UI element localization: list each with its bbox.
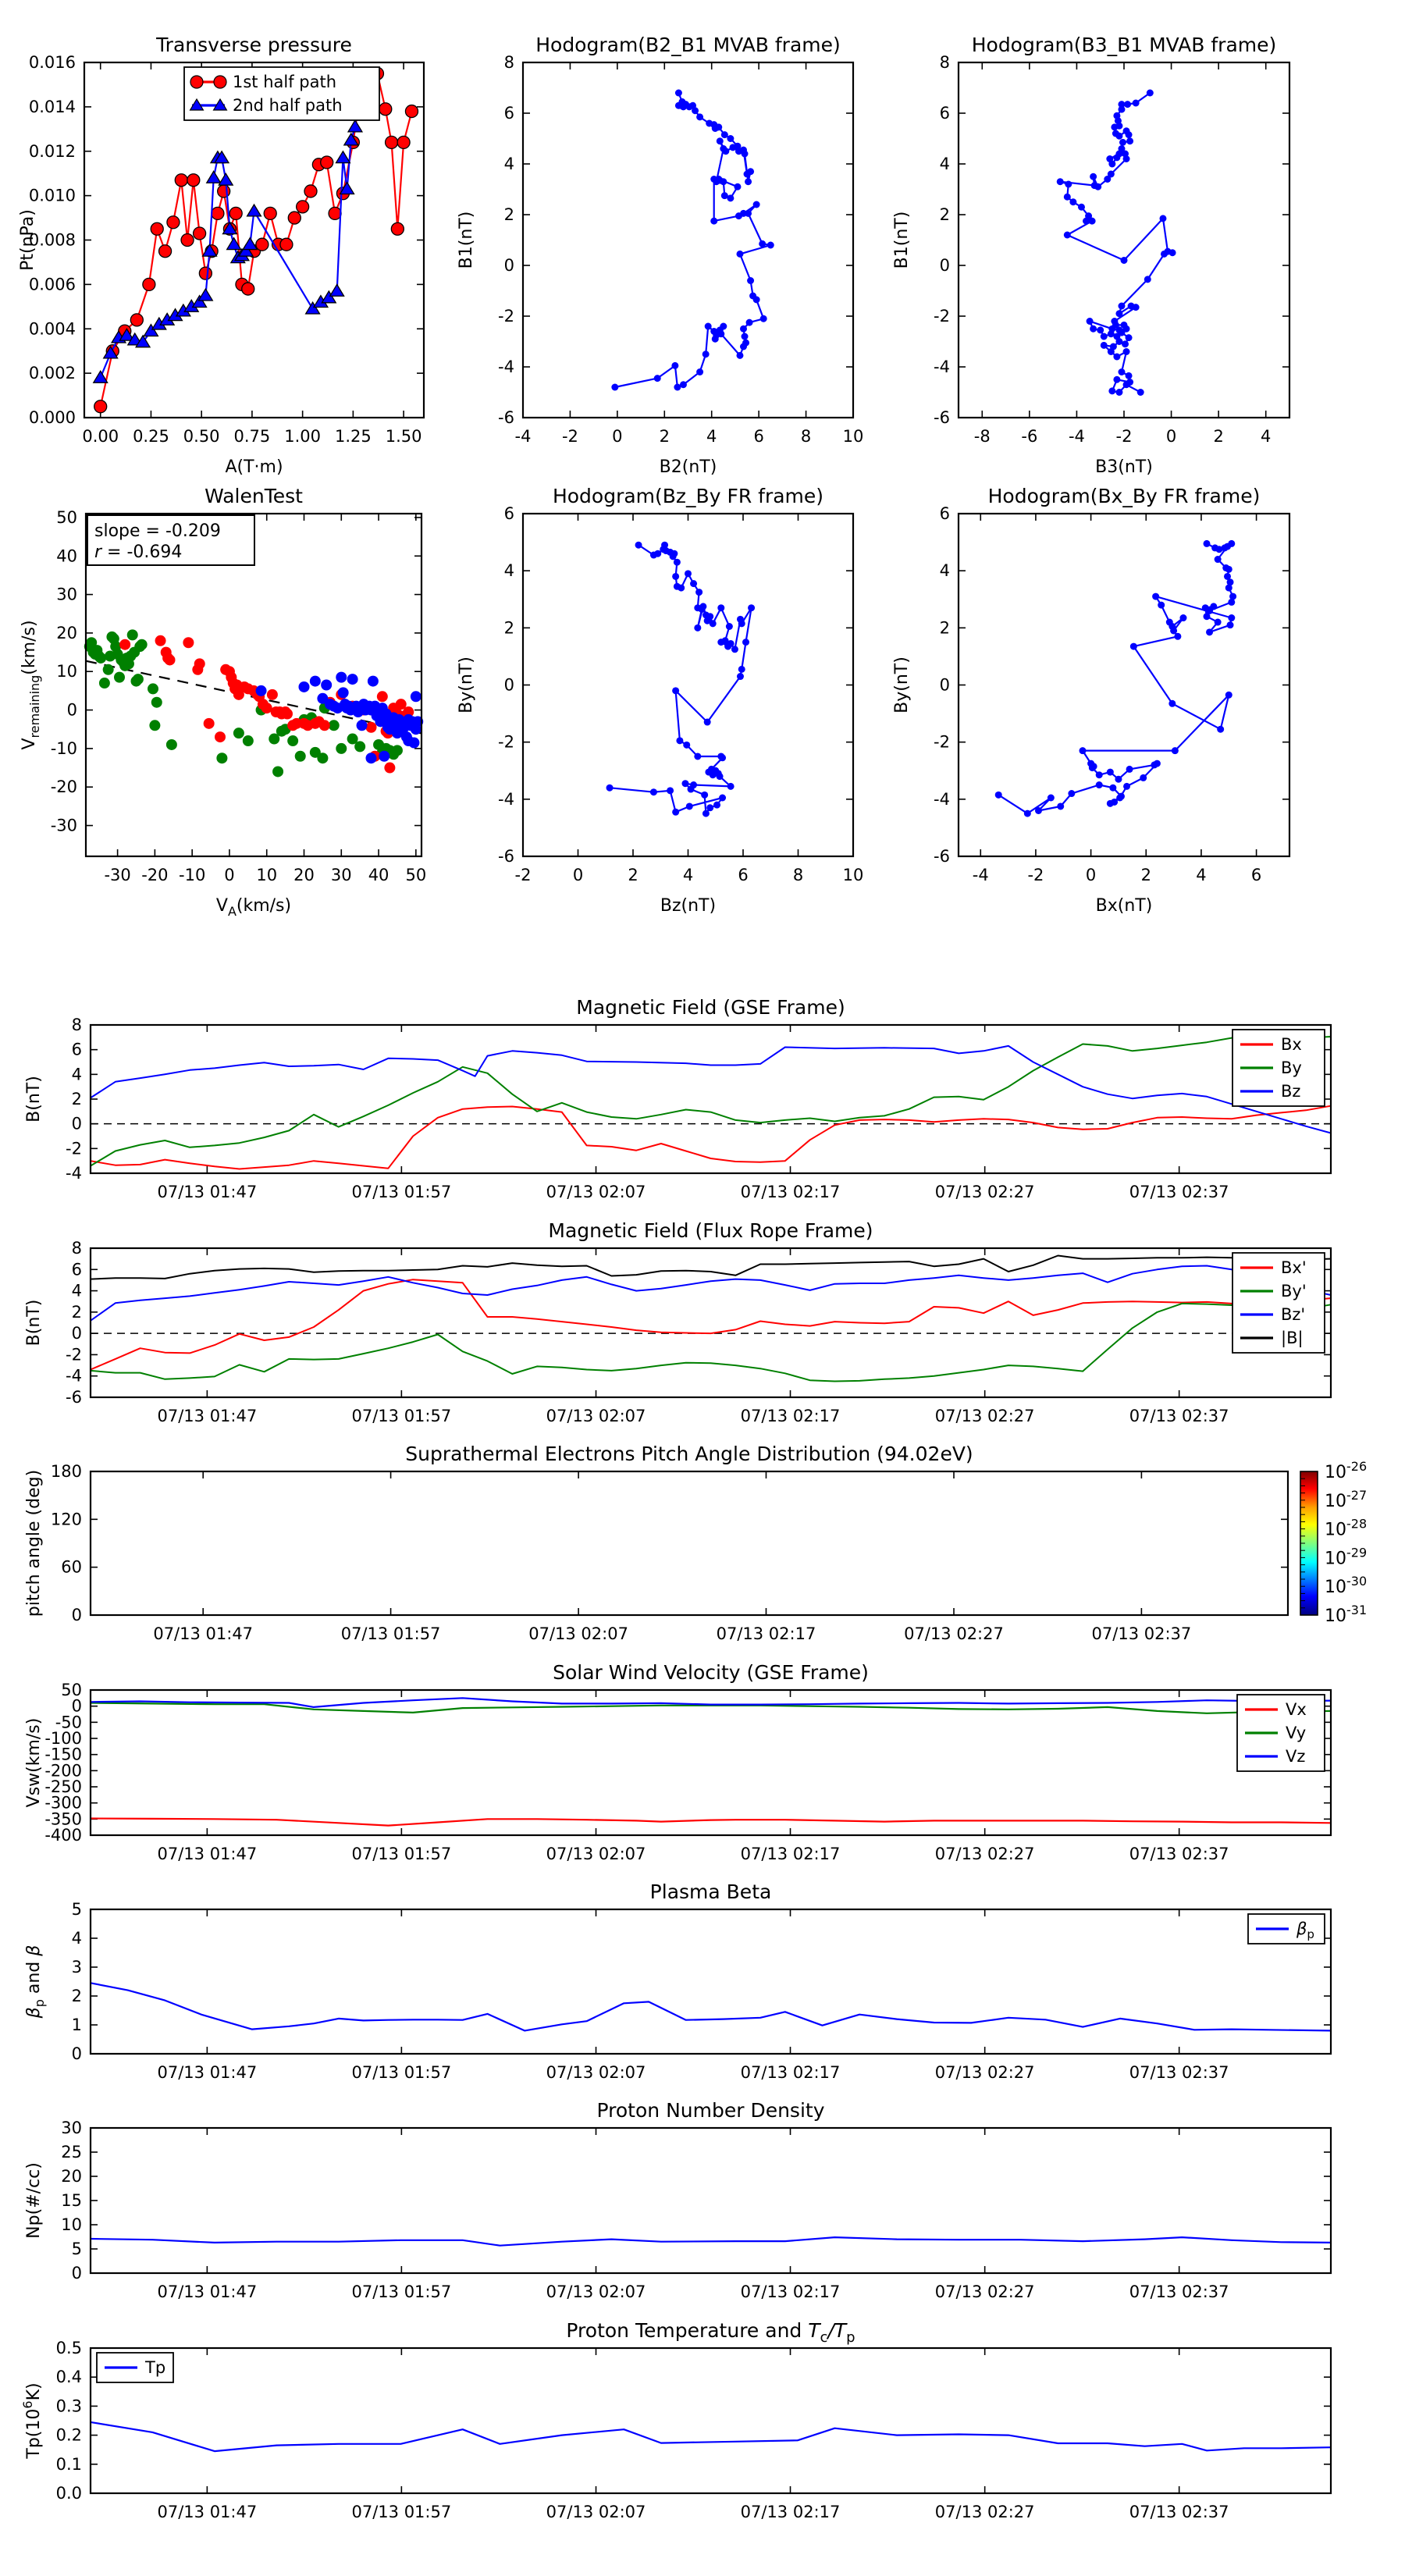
series-B3_B1 path [1057, 90, 1176, 397]
legend [1232, 1030, 1325, 1106]
svg-text:07/13 01:57: 07/13 01:57 [351, 1845, 452, 1863]
svg-text:0.000: 0.000 [28, 408, 76, 427]
svg-text:0.2: 0.2 [55, 2425, 82, 2445]
svg-text:10: 10 [842, 866, 864, 884]
svg-text:0: 0 [1085, 866, 1097, 884]
svg-text:20: 20 [56, 623, 77, 642]
svg-text:1st half path: 1st half path [233, 73, 337, 91]
svg-text:07/13 01:57: 07/13 01:57 [351, 2503, 452, 2521]
svg-text:0.012: 0.012 [28, 141, 76, 161]
series-beta_p [91, 1983, 1331, 2030]
svg-text:0.006: 0.006 [28, 275, 76, 294]
svg-text:8: 8 [939, 53, 950, 72]
svg-text:50: 50 [56, 507, 77, 527]
svg-text:1.25: 1.25 [334, 427, 372, 446]
chart-title: Magnetic Field (GSE Frame) [576, 996, 845, 1019]
svg-text:07/13 02:07: 07/13 02:07 [546, 1845, 646, 1863]
svg-text:2: 2 [939, 205, 950, 224]
legend [1232, 1253, 1325, 1353]
svg-text:10-26: $10^{-26}$ [1325, 1459, 1368, 1482]
y-axis-label: $\beta_p$ and β [24, 1944, 47, 2019]
svg-text:2: 2 [1140, 866, 1151, 884]
svg-text:-6: -6 [934, 847, 950, 866]
chart-title: Magnetic Field (Flux Rope Frame) [548, 1219, 873, 1242]
svg-text:40: 40 [56, 546, 77, 566]
series-Bx_By path [995, 540, 1236, 817]
svg-text:0.0: 0.0 [55, 2484, 82, 2503]
svg-text:-4: -4 [66, 1164, 82, 1183]
svg-text:180: 180 [50, 1462, 82, 1481]
svg-text:6: 6 [939, 504, 950, 523]
svg-text:0.50: 0.50 [183, 427, 220, 446]
svg-text:0: 0 [71, 1696, 82, 1716]
svg-text:2: 2 [1213, 427, 1224, 446]
svg-text:-4: -4 [498, 789, 514, 809]
svg-text:0.016: 0.016 [28, 53, 76, 72]
y-axis-label: $Tp(10^6K)$ [20, 2382, 44, 2459]
svg-text:3: 3 [71, 1958, 82, 1976]
svg-text:5: 5 [71, 1900, 82, 1919]
svg-text:|B|: |B| [1281, 1329, 1304, 1347]
svg-text:6: 6 [738, 866, 749, 884]
svg-text:30: 30 [56, 585, 77, 604]
legend [97, 2353, 173, 2382]
svg-text:0: 0 [612, 427, 623, 446]
svg-text:4: 4 [1261, 427, 1272, 446]
svg-text:-350: -350 [44, 1809, 82, 1829]
y-axis-label: Vsw(km/s) [24, 1717, 44, 1808]
svg-text:4: 4 [939, 561, 950, 581]
svg-text:07/13 02:17: 07/13 02:17 [716, 1624, 816, 1643]
chart-svg-hodo_b3b1 [871, 27, 1321, 485]
svg-text:07/13 02:27: 07/13 02:27 [934, 1407, 1035, 1425]
colorbar [1300, 1459, 1367, 1626]
svg-text:-2: -2 [498, 732, 514, 752]
svg-text:-8: -8 [973, 427, 991, 446]
y-axis-label: B(nT) [24, 1076, 44, 1123]
x-axis-label: $V_A(km/s)$ [215, 896, 292, 919]
svg-text:0: 0 [71, 1114, 82, 1133]
svg-text:-2: -2 [561, 427, 578, 446]
svg-text:Vz: Vz [1286, 1747, 1306, 1766]
svg-text:10-29: $10^{-29}$ [1325, 1545, 1368, 1569]
svg-text:8: 8 [503, 53, 514, 72]
svg-text:0: 0 [939, 256, 950, 275]
chart-svg-panel_beta [12, 1878, 1362, 2104]
svg-text:-4: -4 [66, 1366, 82, 1386]
series-Tp [91, 2422, 1331, 2451]
y-axis-label: Pt(nPa) [18, 209, 37, 271]
legend [1248, 1914, 1325, 1944]
svg-text:1: 1 [71, 2016, 82, 2034]
svg-text:07/13 01:47: 07/13 01:47 [157, 1407, 258, 1425]
svg-text:2: 2 [628, 866, 638, 884]
chart-title: Suprathermal Electrons Pitch Angle Distribution (94.02eV) [405, 1443, 973, 1465]
svg-text:6: 6 [1250, 866, 1262, 884]
svg-text:30: 30 [330, 866, 352, 884]
svg-text:07/13 02:17: 07/13 02:17 [740, 2503, 841, 2521]
svg-text:07/13 02:37: 07/13 02:37 [1091, 1624, 1192, 1643]
svg-text:-20: -20 [141, 866, 169, 884]
series-2nd half path [94, 80, 370, 382]
svg-text:Tp: Tp [145, 2358, 166, 2377]
svg-text:4: 4 [939, 155, 950, 173]
svg-text:07/13 02:27: 07/13 02:27 [934, 2063, 1035, 2082]
svg-text:0.008: 0.008 [28, 230, 76, 250]
chart-title: Transverse pressure [156, 34, 352, 56]
svg-text:0.014: 0.014 [28, 97, 76, 116]
svg-text:-30: -30 [104, 866, 131, 884]
svg-text:0.5: 0.5 [55, 2339, 82, 2357]
chart-title: Hodogram(B2_B1 MVAB frame) [535, 34, 841, 56]
svg-text:-6: -6 [1021, 427, 1038, 446]
svg-text:10: 10 [61, 2215, 82, 2234]
svg-text:07/13 01:47: 07/13 01:47 [157, 2503, 258, 2521]
svg-text:-4: -4 [514, 427, 532, 446]
svg-text:07/13 02:17: 07/13 02:17 [740, 2063, 841, 2082]
svg-text:2: 2 [939, 618, 950, 638]
series-Bx [91, 1106, 1331, 1169]
series-Bx' [91, 1279, 1331, 1369]
svg-text:0.25: 0.25 [133, 427, 169, 446]
svg-text:07/13 02:17: 07/13 02:17 [740, 1845, 841, 1863]
x-axis-label: Bx(nT) [1095, 896, 1153, 916]
svg-text:07/13 02:27: 07/13 02:27 [934, 1845, 1035, 1863]
svg-text:-4: -4 [498, 358, 514, 376]
series-|B| [91, 1256, 1331, 1279]
svg-text:-6: -6 [498, 847, 514, 866]
svg-text:07/13 01:57: 07/13 01:57 [351, 2282, 452, 2301]
svg-text:0: 0 [503, 675, 514, 695]
svg-text:40: 40 [368, 866, 389, 884]
svg-text:4: 4 [71, 1929, 82, 1948]
svg-text:-10: -10 [179, 866, 206, 884]
svg-text:-4: -4 [1068, 427, 1085, 446]
svg-text:0: 0 [224, 866, 235, 884]
svg-text:0.004: 0.004 [28, 319, 76, 339]
svg-text:2: 2 [503, 205, 514, 224]
svg-text:Vy: Vy [1286, 1724, 1307, 1742]
svg-text:slope = -0.209: slope = -0.209 [94, 521, 221, 541]
chart-svg-hodo_b2b1 [436, 27, 884, 485]
svg-text:0: 0 [71, 2264, 82, 2282]
svg-text:07/13 01:47: 07/13 01:47 [157, 1845, 258, 1863]
svg-text:07/13 02:37: 07/13 02:37 [1129, 2063, 1229, 2082]
svg-text:βp: $\beta_p$ [1297, 1920, 1314, 1941]
chart-svg-panel_np [12, 2097, 1362, 2323]
svg-text:4: 4 [1196, 866, 1207, 884]
series-By' [91, 1304, 1331, 1382]
x-axis-label: Bz(nT) [660, 896, 717, 916]
svg-text:0.002: 0.002 [28, 364, 76, 383]
chart-title: Hodogram(B3_B1 MVAB frame) [971, 34, 1277, 56]
svg-text:0: 0 [66, 700, 77, 720]
plot-hodogram-b3-b1 [871, 27, 1321, 485]
svg-text:Bx': Bx' [1281, 1258, 1307, 1277]
svg-text:-20: -20 [50, 777, 77, 797]
svg-text:0: 0 [71, 1324, 82, 1343]
svg-text:07/13 02:07: 07/13 02:07 [546, 2063, 646, 2082]
svg-text:10: 10 [56, 662, 77, 681]
svg-text:By': By' [1281, 1282, 1307, 1300]
svg-text:20: 20 [293, 866, 315, 884]
svg-text:-2: -2 [498, 307, 514, 326]
svg-text:07/13 02:37: 07/13 02:37 [1129, 1845, 1229, 1863]
series-B2_B1 path [611, 90, 774, 391]
svg-text:-150: -150 [44, 1745, 82, 1764]
x-axis-label: A(T·m) [225, 457, 283, 477]
y-axis-label: B(nT) [24, 1299, 44, 1347]
chart-svg-panel_tp [12, 2317, 1362, 2543]
svg-text:8: 8 [800, 427, 812, 446]
svg-text:-250: -250 [44, 1777, 82, 1796]
chart-svg-walen [0, 478, 453, 923]
svg-text:6: 6 [503, 104, 514, 123]
svg-text:07/13 02:37: 07/13 02:37 [1129, 1407, 1229, 1425]
panel-pitch-angle-distribution [12, 1440, 1405, 1665]
svg-text:0: 0 [503, 256, 514, 275]
svg-text:120: 120 [50, 1510, 82, 1529]
svg-text:2: 2 [503, 618, 514, 638]
svg-text:-2: -2 [1115, 427, 1133, 446]
svg-text:-2: -2 [66, 1139, 82, 1158]
chart-svg-panel_vsw [12, 1659, 1362, 1885]
svg-text:07/13 01:47: 07/13 01:47 [157, 2282, 258, 2301]
svg-text:By: By [1281, 1059, 1302, 1077]
plot-transverse-pressure [0, 27, 455, 485]
svg-text:r = -0.694: r = -0.694 [94, 543, 183, 562]
axes [498, 504, 863, 884]
svg-text:07/13 02:37: 07/13 02:37 [1129, 1183, 1229, 1201]
svg-text:10-27: $10^{-27}$ [1325, 1487, 1368, 1511]
svg-text:-6: -6 [498, 408, 514, 427]
svg-text:Bx: Bx [1281, 1035, 1302, 1054]
plot-hodogram-bx-by [871, 478, 1321, 923]
svg-text:07/13 01:57: 07/13 01:57 [340, 1624, 441, 1643]
chart-title: Proton Temperature and $T_c/T_p$ [566, 2319, 855, 2346]
svg-text:0.010: 0.010 [28, 186, 76, 205]
series-Np [91, 2237, 1331, 2246]
chart-title: Plasma Beta [649, 1880, 772, 1903]
series-Bz_By path [606, 542, 756, 817]
svg-text:07/13 02:37: 07/13 02:37 [1129, 2282, 1229, 2301]
svg-text:07/13 02:37: 07/13 02:37 [1129, 2503, 1229, 2521]
svg-text:07/13 02:07: 07/13 02:07 [528, 1624, 628, 1643]
panel-plasma-beta [12, 1878, 1362, 2104]
svg-text:15: 15 [61, 2191, 82, 2210]
svg-text:07/13 02:27: 07/13 02:27 [934, 2282, 1035, 2301]
svg-text:-4: -4 [972, 866, 989, 884]
svg-text:8: 8 [792, 866, 804, 884]
svg-text:07/13 02:17: 07/13 02:17 [740, 1183, 841, 1201]
svg-text:07/13 01:57: 07/13 01:57 [351, 2063, 452, 2082]
svg-text:2: 2 [71, 1302, 82, 1322]
y-axis-label: $V_{remaining}(km/s)$ [20, 620, 42, 750]
svg-text:-100: -100 [44, 1729, 82, 1748]
svg-text:6: 6 [71, 1040, 82, 1059]
chart-title: WalenTest [205, 485, 303, 507]
svg-text:07/13 02:17: 07/13 02:17 [740, 2282, 841, 2301]
svg-text:-10: -10 [50, 738, 77, 758]
svg-text:0: 0 [572, 866, 584, 884]
svg-text:0.1: 0.1 [55, 2454, 82, 2474]
svg-text:8: 8 [71, 1016, 82, 1034]
series-Vx [91, 1819, 1331, 1826]
panel-proton-number-density [12, 2097, 1362, 2323]
svg-text:6: 6 [753, 427, 764, 446]
y-axis-label: B1(nT) [457, 211, 476, 269]
svg-text:2: 2 [71, 1090, 82, 1108]
svg-text:4: 4 [71, 1065, 82, 1084]
svg-text:1.00: 1.00 [284, 427, 322, 446]
svg-text:30: 30 [61, 2119, 82, 2137]
svg-text:-6: -6 [934, 408, 950, 427]
y-axis-label: By(nT) [457, 656, 476, 713]
plot-hodogram-b2-b1 [436, 27, 884, 485]
chart-svg-transverse [0, 27, 455, 485]
svg-text:07/13 02:07: 07/13 02:07 [546, 2282, 646, 2301]
svg-text:1.50: 1.50 [385, 427, 422, 446]
svg-text:0: 0 [1165, 427, 1177, 446]
y-axis-label: By(nT) [892, 656, 912, 713]
panel-solar-wind-velocity [12, 1659, 1362, 1885]
chart-svg-hodo_bxby [871, 478, 1321, 923]
chart-title: Hodogram(Bx_By FR frame) [987, 485, 1261, 507]
svg-text:07/13 01:47: 07/13 01:47 [153, 1624, 254, 1643]
legend [1237, 1695, 1325, 1771]
panel-proton-temperature [12, 2317, 1362, 2543]
svg-text:6: 6 [71, 1260, 82, 1279]
svg-text:07/13 02:07: 07/13 02:07 [546, 1407, 646, 1425]
svg-text:Bz: Bz [1281, 1082, 1301, 1101]
axes [934, 53, 1289, 446]
chart-svg-hodo_bzby [436, 478, 884, 923]
svg-text:07/13 02:27: 07/13 02:27 [934, 1183, 1035, 1201]
chart-svg-panel_fr [12, 1217, 1362, 1447]
chart-svg-panel_gse [12, 994, 1362, 1223]
svg-text:0: 0 [71, 2044, 82, 2063]
svg-text:-2: -2 [934, 307, 950, 326]
svg-text:0.4: 0.4 [55, 2368, 82, 2387]
svg-text:-2: -2 [66, 1345, 82, 1364]
svg-text:2nd half path: 2nd half path [233, 96, 343, 115]
svg-text:0.00: 0.00 [82, 427, 119, 446]
svg-text:4: 4 [71, 1281, 82, 1300]
svg-text:2: 2 [659, 427, 670, 446]
series-Bz' [91, 1266, 1331, 1321]
svg-text:07/13 01:57: 07/13 01:57 [351, 1407, 452, 1425]
svg-text:Vx: Vx [1286, 1700, 1307, 1719]
svg-text:-4: -4 [934, 789, 950, 809]
plot-hodogram-bz-by [436, 478, 884, 923]
svg-text:-30: -30 [50, 816, 77, 835]
svg-text:-200: -200 [44, 1761, 82, 1781]
svg-text:-50: -50 [55, 1713, 82, 1732]
axes [934, 504, 1289, 884]
chart-title: Solar Wind Velocity (GSE Frame) [553, 1661, 869, 1684]
svg-text:07/13 02:07: 07/13 02:07 [546, 1183, 646, 1201]
svg-text:07/13 02:27: 07/13 02:27 [934, 2503, 1035, 2521]
series-By [91, 1036, 1331, 1165]
svg-text:4: 4 [503, 155, 514, 173]
y-axis-label: B1(nT) [892, 211, 912, 269]
y-axis-label: pitch angle (deg) [24, 1469, 44, 1617]
panel-magnetic-field-gse [12, 994, 1362, 1223]
svg-text:2: 2 [71, 1987, 82, 2005]
svg-text:07/13 02:17: 07/13 02:17 [740, 1407, 841, 1425]
panel-magnetic-field-flux-rope [12, 1217, 1362, 1447]
y-axis-label: Np(#/cc) [24, 2162, 44, 2239]
svg-text:4: 4 [682, 866, 694, 884]
svg-text:07/13 01:47: 07/13 01:47 [157, 1183, 258, 1201]
svg-text:-2: -2 [1027, 866, 1044, 884]
svg-text:0: 0 [939, 675, 950, 695]
svg-text:Bz': Bz' [1281, 1305, 1306, 1324]
legend [184, 67, 379, 120]
svg-text:-400: -400 [44, 1826, 82, 1845]
x-axis-label: B3(nT) [1095, 457, 1153, 477]
svg-text:8: 8 [71, 1239, 82, 1258]
annotation-box [87, 515, 254, 565]
svg-text:10: 10 [842, 427, 864, 446]
svg-text:6: 6 [939, 104, 950, 123]
svg-text:60: 60 [61, 1557, 82, 1577]
svg-text:-300: -300 [44, 1793, 82, 1813]
svg-text:50: 50 [61, 1681, 82, 1699]
svg-text:5: 5 [71, 2240, 82, 2258]
svg-text:07/13 02:27: 07/13 02:27 [904, 1624, 1004, 1643]
svg-text:-4: -4 [934, 358, 950, 376]
svg-text:10-31: $10^{-31}$ [1325, 1603, 1368, 1626]
svg-text:6: 6 [503, 504, 514, 523]
svg-text:07/13 01:57: 07/13 01:57 [351, 1183, 452, 1201]
svg-text:0: 0 [71, 1606, 82, 1624]
svg-text:4: 4 [706, 427, 717, 446]
chart-svg-panel_pitch [12, 1440, 1405, 1665]
plot-walen-test [0, 478, 453, 923]
svg-text:07/13 01:47: 07/13 01:47 [157, 2063, 258, 2082]
svg-text:-2: -2 [514, 866, 532, 884]
svg-text:20: 20 [61, 2167, 82, 2186]
svg-text:0.75: 0.75 [233, 427, 271, 446]
axes [51, 1462, 1288, 1643]
svg-text:50: 50 [405, 866, 427, 884]
svg-text:07/13 02:07: 07/13 02:07 [546, 2503, 646, 2521]
svg-text:10: 10 [256, 866, 278, 884]
svg-text:10-28: $10^{-28}$ [1325, 1516, 1368, 1540]
svg-text:10-30: $10^{-30}$ [1325, 1574, 1368, 1598]
svg-text:4: 4 [503, 561, 514, 581]
svg-text:-6: -6 [66, 1388, 82, 1407]
chart-title: Proton Number Density [596, 2099, 825, 2122]
svg-text:0.3: 0.3 [55, 2396, 82, 2416]
chart-title: Hodogram(Bz_By FR frame) [552, 485, 824, 507]
svg-text:-2: -2 [934, 732, 950, 752]
x-axis-label: B2(nT) [659, 457, 717, 477]
svg-text:25: 25 [61, 2143, 82, 2161]
